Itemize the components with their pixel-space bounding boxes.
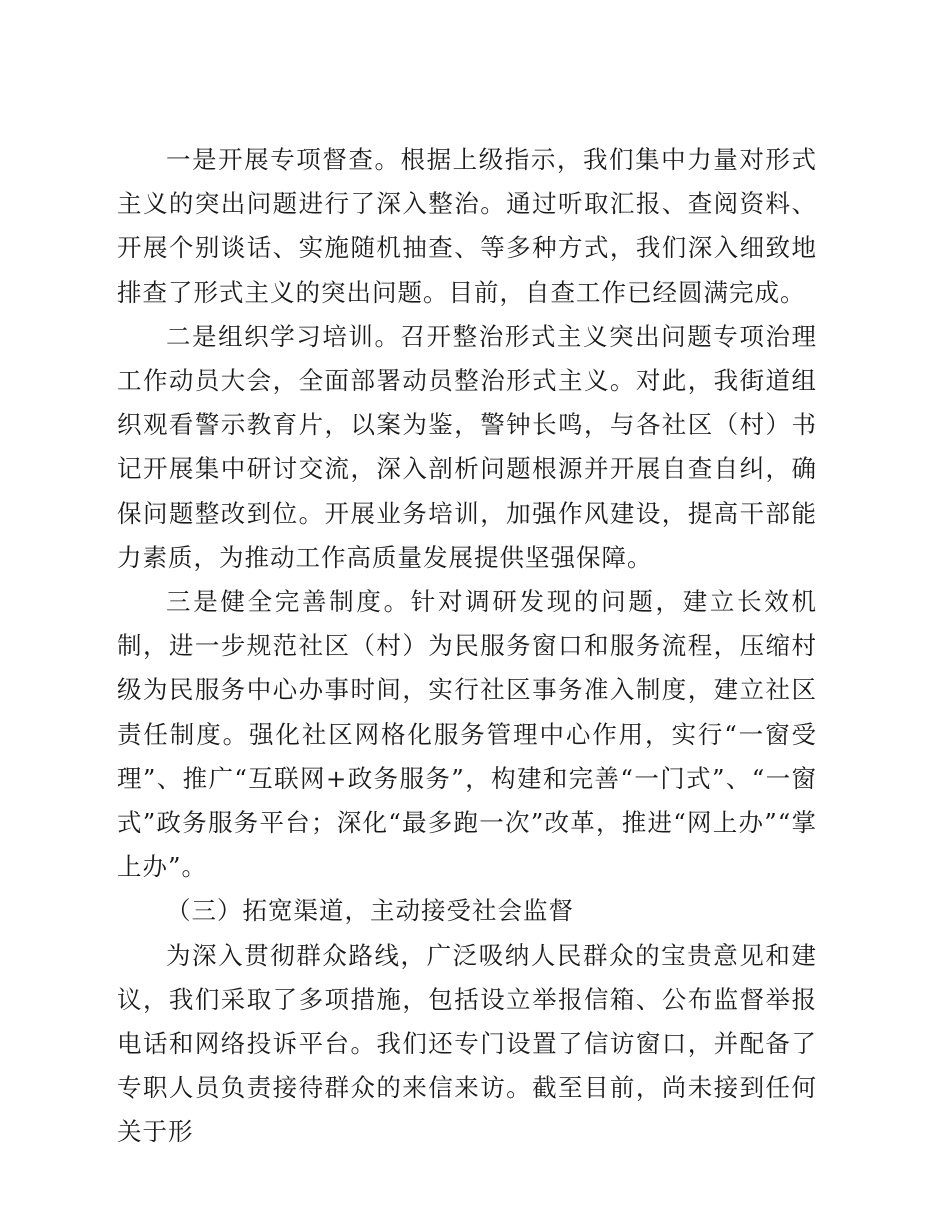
document-body [117,138,817,1155]
paragraph-study-training: 二是组织学习培训。召开整治形式主义突出问题专项治理工作动员大会，全面部署动员整治形式主义。对此，我街道组织观看警示教育片，以案为鉴，警钟长鸣，与各社区（村）书记开展集中研讨交流，深入剖析问题根源并开展自查自纠，确保问题整改到位。开展业务培训，加强作风建设，提高干部能力素质，为推动工作高质量发展提供坚强保障。 [117,321,817,572]
paragraph-social-supervision: 为深入贯彻群众路线，广泛吸纳人民群众的宝贵意见和建议，我们采取了多项措施，包括设立举报信箱、公布监督举报电话和网络投诉平台。我们还专门设置了信访窗口，并配备了专职人员负责接待群众的来信来访。截至目前，尚未接到任何关于形 [117,940,817,1147]
section-heading: （三）拓宽渠道，主动接受社会监督 [166,896,574,926]
paragraph-improve-system: 三是健全完善制度。针对调研发现的问题，建立长效机制，进一步规范社区（村）为民服务窗口和服务流程，压缩村级为民服务中心办事时间，实行社区事务准入制度，建立社区责任制度。强化社区网格化服务管理中心作用，实行“一窗受理”、推广“互联网+政务服务”，构建和完善“一门式”、“一窗式”政务服务平台；深化“最多跑一次”改革，推进“网上办”“掌上办”。 [117,587,817,882]
paragraph-special-inspection: 一是开展专项督查。根据上级指示，我们集中力量对形式主义的突出问题进行了深入整治。通过听取汇报、查阅资料、开展个别谈话、实施随机抽查、等多种方式，我们深入细致地排查了形式主义的突出问题。目前，自查工作已经圆满完成。 [117,145,817,307]
